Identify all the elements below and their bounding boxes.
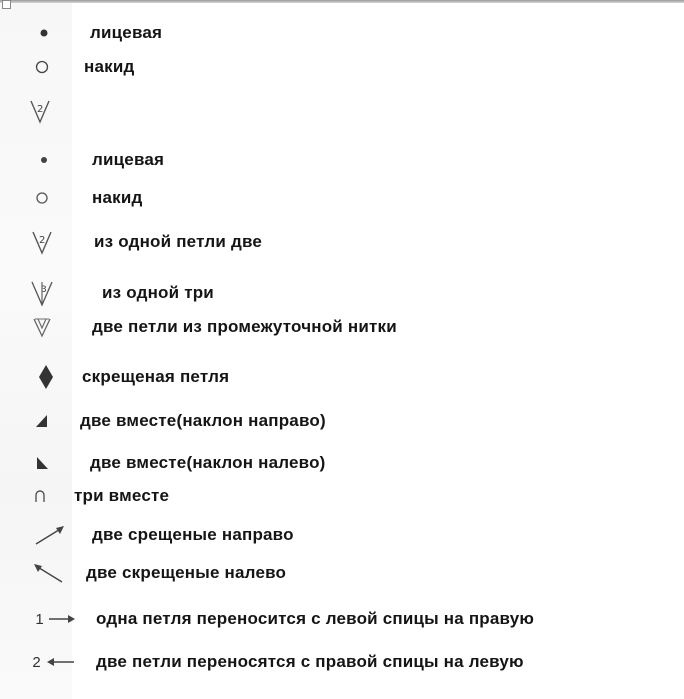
diamond-icon — [26, 360, 66, 394]
yarn-over-circle-icon — [22, 50, 62, 84]
legend-row — [0, 181, 684, 215]
legend-label: скрещеная петля — [82, 367, 230, 386]
arrow-one-right-icon — [34, 602, 78, 636]
legend-row — [0, 602, 684, 636]
legend-label: три вместе — [74, 486, 170, 505]
legend-row — [0, 360, 684, 394]
dot-icon — [24, 16, 64, 50]
icon-number: 2 — [37, 104, 44, 115]
legend-label: две вместе(наклон налево) — [90, 453, 326, 472]
legend-label: из одной три — [102, 283, 214, 302]
legend-row — [0, 225, 684, 259]
arrow-two-left-icon — [30, 645, 78, 679]
yarn-over-circle-icon — [22, 181, 62, 215]
legend-label: одна петля переносится с левой спицы на правую — [96, 609, 535, 628]
legend-row — [0, 94, 684, 128]
legend-row — [0, 479, 684, 513]
legend-row — [0, 518, 684, 552]
legend-label: из одной петли две — [94, 232, 263, 251]
triangle-right-slant-icon — [22, 404, 62, 438]
arrow-number: 2 — [32, 653, 41, 671]
legend-label: лицевая — [92, 150, 165, 169]
legend-label: накид — [84, 57, 135, 76]
legend-label: две петли из промежуточной нитки — [92, 317, 397, 336]
legend-label: две вместе(наклон направо) — [80, 411, 326, 430]
arch-icon — [20, 479, 60, 513]
legend-row — [0, 404, 684, 438]
arrow-up-left-icon — [28, 556, 68, 590]
legend-row — [0, 556, 684, 590]
legend-row — [0, 310, 684, 344]
dot-icon — [24, 143, 64, 177]
arrow-up-right-icon — [30, 518, 70, 552]
increase-two-icon — [20, 94, 60, 128]
top-border — [0, 0, 684, 3]
legend-label: две срещеные направо — [92, 525, 294, 544]
legend-row — [0, 276, 684, 310]
legend-label: две скрещеные налево — [86, 563, 287, 582]
increase-two-icon — [22, 225, 62, 259]
legend-row — [0, 446, 684, 480]
triangle-left-slant-icon — [22, 446, 62, 480]
icon-number: 2 — [39, 235, 46, 246]
increase-bar-icon — [22, 310, 62, 344]
legend-label: лицевая — [90, 23, 163, 42]
legend-row — [0, 50, 684, 84]
icon-number: 3 — [41, 285, 47, 295]
increase-three-icon — [22, 276, 62, 310]
legend-row — [0, 16, 684, 50]
legend-label: две петли переносятся с правой спицы на левую — [96, 652, 524, 671]
legend-row — [0, 645, 684, 679]
corner-checkbox-fragment — [2, 0, 11, 9]
legend-row — [0, 143, 684, 177]
legend-label: накид — [92, 188, 143, 207]
arrow-number: 1 — [35, 610, 44, 628]
